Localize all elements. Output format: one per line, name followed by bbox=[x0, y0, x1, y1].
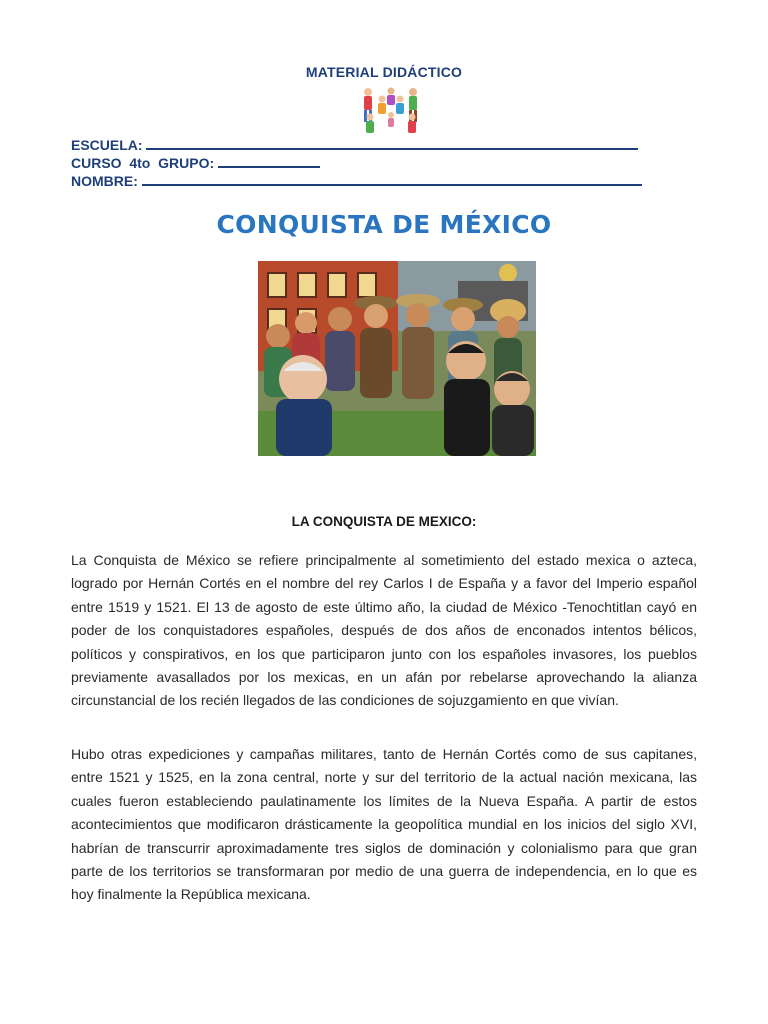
paragraph-1: La Conquista de México se refiere principalmente al sometimiento del estado mexica o azteca, logrado por Hernán Cortés en el nombre del rey Carlos I de España y a favor del Imperio español entre 1519 y 1521. El 13 de agosto de este último año, la ciudad de México -Tenochtitlan cayó en poder de los conquistadores españoles, después de dos años de enconados intentos bélicos, políticos y conspirativos, en los que participaron junto con los españoles invasores, los pueblos previamente avasallados por los mexicas, en un afán por rebelarse aprovechando la alianza circunstancial de los recién llegados de las condiciones de sojuzgamiento en que vivían. bbox=[71, 552, 697, 709]
grupo-blank-line bbox=[218, 154, 320, 168]
grupo-label: GRUPO: bbox=[158, 155, 215, 171]
mexican-historical-figures-illustration-icon bbox=[258, 261, 536, 456]
escuela-blank-line bbox=[146, 136, 638, 150]
nombre-label: NOMBRE: bbox=[71, 173, 138, 189]
material-title: MATERIAL DIDÁCTICO bbox=[305, 64, 463, 80]
curso-label: CURSO bbox=[71, 155, 122, 171]
curso-grupo-field bbox=[71, 154, 320, 172]
escuela-label: ESCUELA: bbox=[71, 137, 143, 153]
section-heading: LA CONQUISTA DE MEXICO: bbox=[291, 514, 477, 529]
nombre-blank-line bbox=[142, 172, 642, 186]
main-title: CONQUISTA DE MÉXICO bbox=[216, 210, 552, 239]
paragraph-2: Hubo otras expediciones y campañas militares, tanto de Hernán Cortés como de sus capitanes, entre 1521 y 1525, en la zona central, norte y sur del territorio de la actual nación mexicana, las cuales fueron estableciendo paulatinamente los límites de la Nueva España. A partir de estos acontecimientos que modificaron drásticamente la geopolítica mundial en los inicios del siglo XVI, habrían de transcurrir aproximadamente tres siglos de dominación y colonialismo para que gran parte de los territorios se transformaran por medio de una guerra de independencia, en lo que es hoy finalmente la República mexicana. bbox=[71, 746, 697, 903]
nombre-field bbox=[71, 172, 642, 190]
curso-value: 4to bbox=[129, 155, 151, 171]
children-letter-m-logo-icon bbox=[360, 85, 422, 137]
escuela-field bbox=[71, 136, 638, 154]
